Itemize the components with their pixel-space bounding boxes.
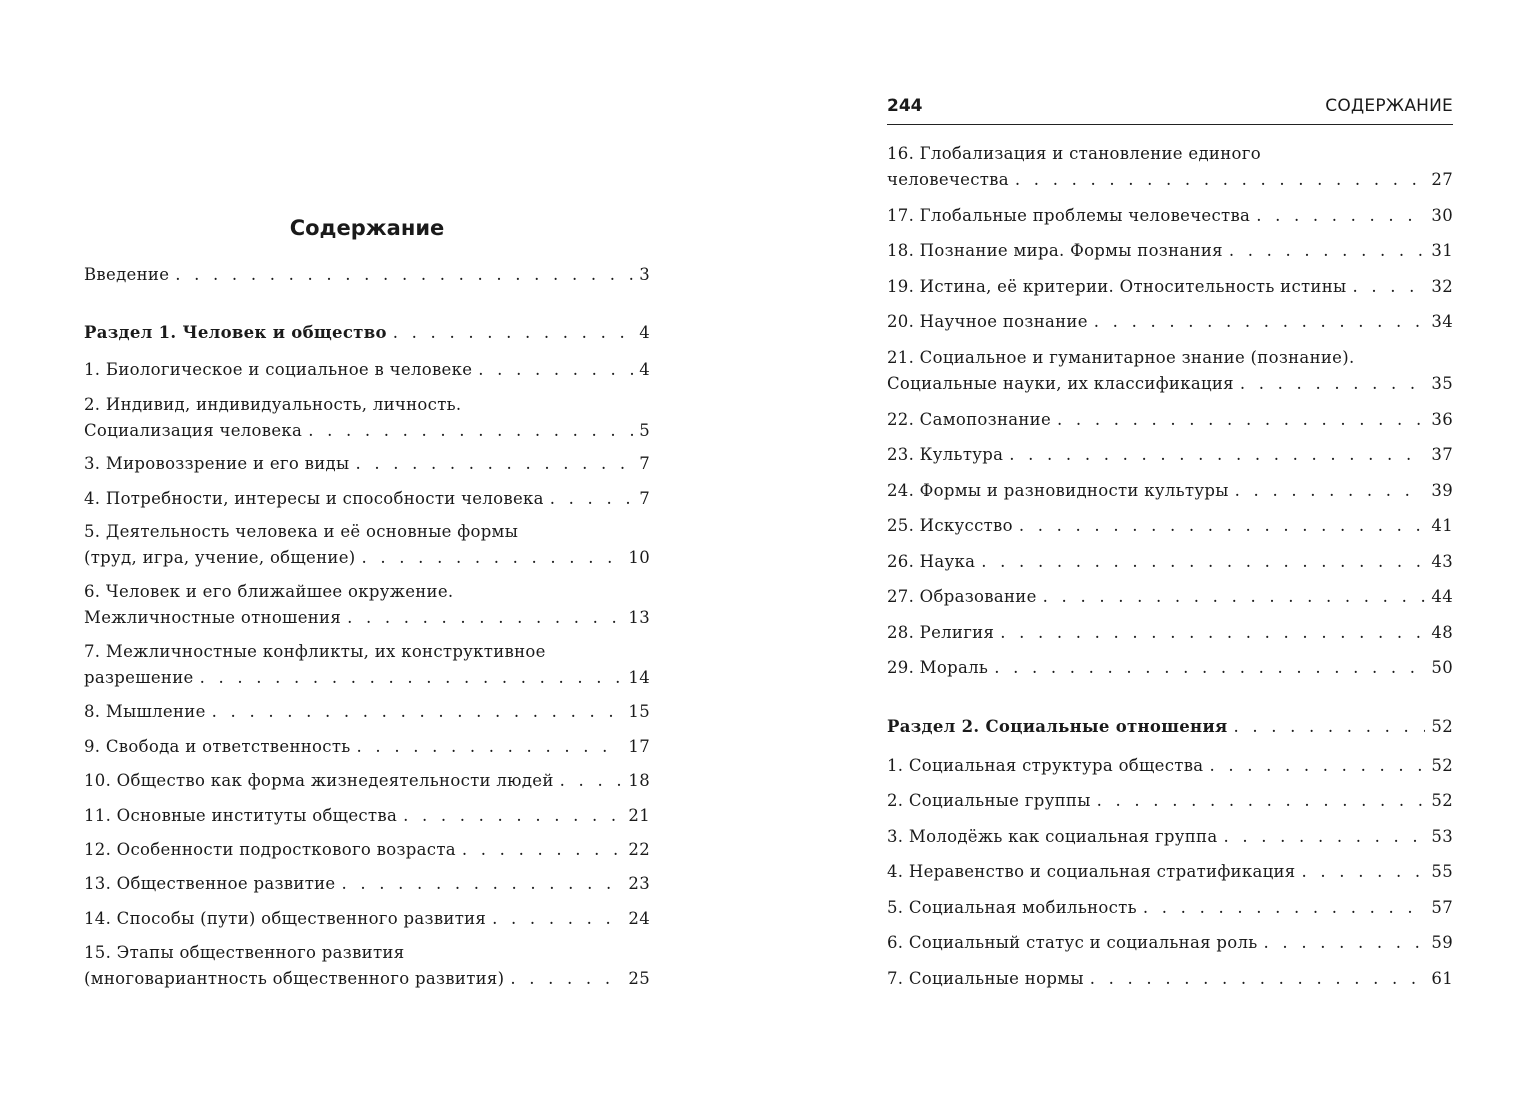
toc-page-number: 48 [1431,623,1453,642]
toc-entry-title: 3. Молодёжь как социальная группа [887,827,1218,846]
toc-entry-row [887,203,1453,229]
toc-entry [887,478,1453,504]
toc-page-number: 18 [628,771,650,790]
dot-leader [1224,824,1426,850]
toc-entry-row [84,320,650,346]
toc-entry-title: 26. Наука [887,552,976,571]
toc-entry-row [84,418,650,444]
toc-entry-row [84,699,650,725]
toc-page-number: 24 [628,909,650,928]
toc-entry [84,451,650,477]
toc-entry-row [887,549,1453,575]
toc-page-number: 36 [1431,410,1453,429]
toc-entry-title: 3. Мировоззрение и его виды [84,454,350,473]
toc-entry-title: 18. Познание мира. Формы познания [887,241,1223,260]
toc-entry-row [84,486,650,512]
toc-page-number: 35 [1431,374,1453,393]
toc-entry-title: (труд, игра, учение, общение) [84,548,356,567]
dot-leader [1090,966,1426,992]
toc-page-number: 7 [639,489,650,508]
toc-page-number: 27 [1431,170,1453,189]
toc-page-number: 55 [1431,862,1453,881]
toc-entry-row [84,803,650,829]
toc-entry [887,966,1453,992]
dot-leader [1143,895,1425,921]
toc-entry-row [887,859,1453,885]
toc-page-number: 7 [639,454,650,473]
toc-entry-row [887,824,1453,850]
toc-entry-title: 13. Общественное развитие [84,874,336,893]
toc-entry [887,238,1453,264]
dot-leader [492,906,622,932]
toc-entry [887,549,1453,575]
toc-entry-title: 17. Глобальные проблемы человечества [887,206,1251,225]
toc-entry-title: Межличностные отношения [84,608,342,627]
dot-leader [403,803,622,829]
toc-entry [84,486,650,512]
dot-leader [175,262,633,288]
running-title: СОДЕРЖАНИЕ [1325,96,1453,116]
toc-page-number: 52 [1431,717,1453,736]
toc-entry-title-line: 2. Индивид, индивидуальность, личность. [84,395,462,414]
toc-entry-row [84,837,650,863]
dot-leader [362,545,623,571]
toc-entry-row [887,584,1453,610]
toc-entry-title-line: 5. Деятельность человека и её основные формы [84,522,519,541]
toc-entry-row [887,238,1453,264]
toc-page-number: 61 [1431,969,1453,988]
toc-entry-title: 14. Способы (пути) общественного развития [84,909,487,928]
toc-entry-title: Социальные науки, их классификация [887,374,1234,393]
dot-leader [347,605,622,631]
toc-entry-row [84,768,650,794]
toc-entry-row [887,930,1453,956]
toc-entry [84,392,650,444]
dot-leader [981,549,1425,575]
toc-title: Содержание [289,216,445,240]
toc-entry-title: 23. Культура [887,445,1004,464]
toc-page-number: 53 [1431,827,1453,846]
toc-entry [887,753,1453,779]
toc-entry-row [887,753,1453,779]
dot-leader [1097,788,1426,814]
dot-leader [510,966,622,992]
toc-entry-row [84,871,650,897]
toc-entry-title: 27. Образование [887,587,1037,606]
toc-entry [84,940,650,992]
toc-entry-title: (многовариантность общественного развития) [84,969,505,988]
dot-leader [1302,859,1426,885]
toc-entry-title: 24. Формы и разновидности культуры [887,481,1229,500]
toc-entry-title: 7. Социальные нормы [887,969,1084,988]
toc-page-number: 4 [639,360,650,379]
toc-entry-row [887,407,1453,433]
toc-entry-row [887,478,1453,504]
dot-leader [308,418,633,444]
dot-leader [1009,442,1425,468]
toc-entry-title: 20. Научное познание [887,312,1088,331]
toc-entry-row [84,665,650,691]
toc-page-number: 5 [639,421,650,440]
dot-leader [355,451,633,477]
toc-entry-title-line: 7. Межличностные конфликты, их конструктивное [84,642,546,661]
toc-page-number: 50 [1431,658,1453,677]
toc-page-number: 15 [628,702,650,721]
dot-leader [393,320,633,346]
toc-entry-title: 19. Истина, её критерии. Относительность истины [887,277,1347,296]
toc-entry-row [887,309,1453,335]
dot-leader [1094,309,1426,335]
toc-page-number: 41 [1431,516,1453,535]
toc-entry [887,345,1453,397]
toc-entry-row [84,451,650,477]
toc-section-heading [84,320,650,346]
toc-entry [887,620,1453,646]
toc-page-number: 52 [1431,791,1453,810]
toc-entry [887,824,1453,850]
toc-entry-title: 4. Потребности, интересы и способности человека [84,489,544,508]
toc-entry [84,262,650,288]
toc-entry-title: человечества [887,170,1009,189]
toc-entry-title: 9. Свобода и ответственность [84,737,351,756]
dot-leader [1043,584,1426,610]
toc-page-number: 57 [1431,898,1453,917]
toc-entry-title: 25. Искусство [887,516,1013,535]
toc-entry-title: 12. Особенности подросткового возраста [84,840,456,859]
toc-entry-title: 10. Общество как форма жизнедеятельности людей [84,771,554,790]
toc-entry [84,837,650,863]
toc-entry-title: Социализация человека [84,421,303,440]
toc-entry [84,579,650,631]
toc-entry-title: 29. Мораль [887,658,989,677]
toc-entry-title-line: 16. Глобализация и становление единого [887,144,1261,163]
dot-leader [1229,238,1426,264]
toc-page-number: 37 [1431,445,1453,464]
toc-page-number: 25 [628,969,650,988]
toc-page-number: 43 [1431,552,1453,571]
toc-entry-title-line: 6. Человек и его ближайшее окружение. [84,582,454,601]
toc-entry [84,519,650,571]
dot-leader [1240,371,1426,397]
toc-entry [887,309,1453,335]
toc-entry-title: 22. Самопознание [887,410,1052,429]
toc-entry-title: 6. Социальный статус и социальная роль [887,933,1258,952]
toc-page-number: 34 [1431,312,1453,331]
toc-entry [84,357,650,383]
toc-entry-row [84,966,650,992]
dot-leader [550,486,633,512]
toc-page-number: 13 [628,608,650,627]
dot-leader [212,699,623,725]
toc-entry [887,930,1453,956]
toc-entry [887,584,1453,610]
toc-entry-title: 2. Социальные группы [887,791,1091,810]
toc-page-number: 39 [1431,481,1453,500]
toc-entry-row [887,620,1453,646]
toc-entry-title: разрешение [84,668,194,687]
toc-entry [887,442,1453,468]
dot-leader [1233,714,1425,740]
toc-page-number: 4 [639,323,650,342]
dot-leader [1015,167,1425,193]
dot-leader [1209,753,1425,779]
toc-entry [887,513,1453,539]
dot-leader [994,655,1425,681]
toc-page-number: 17 [628,737,650,756]
toc-page-number: 10 [628,548,650,567]
toc-page-number: 52 [1431,756,1453,775]
toc-entry [887,203,1453,229]
toc-entry-title: 1. Биологическое и социальное в человеке [84,360,473,379]
toc-entry [84,768,650,794]
dot-leader [1235,478,1426,504]
toc-entry [84,906,650,932]
toc-page-number: 22 [628,840,650,859]
dot-leader [1264,930,1426,956]
toc-page-number: 59 [1431,933,1453,952]
dot-leader [200,665,623,691]
toc-entry-title: 1. Социальная структура общества [887,756,1204,775]
toc-entry-row [887,966,1453,992]
toc-entry [887,895,1453,921]
toc-entry-row [887,714,1453,740]
toc-entry-title-line: 15. Этапы общественного развития [84,943,405,962]
toc-entry [887,859,1453,885]
toc-entry [84,803,650,829]
toc-entry-title-line: 21. Социальное и гуманитарное знание (познание). [887,348,1355,367]
toc-entry [84,871,650,897]
toc-page-number: 14 [628,668,650,687]
toc-entry [84,639,650,691]
toc-page-number: 44 [1431,587,1453,606]
toc-entry [887,141,1453,193]
toc-entry-title: 8. Мышление [84,702,206,721]
toc-entry-row [887,274,1453,300]
toc-entry-title: Раздел 2. Социальные отношения [887,717,1228,736]
toc-entry-row [887,513,1453,539]
toc-entry [887,407,1453,433]
toc-entry [84,734,650,760]
toc-entry-row [84,545,650,571]
toc-entry-row [887,442,1453,468]
toc-entry-row [84,734,650,760]
toc-entry-title: Раздел 1. Человек и общество [84,323,387,342]
running-head [887,96,1453,125]
dot-leader [560,768,623,794]
dot-leader [478,357,633,383]
dot-leader [1352,274,1425,300]
toc-entry-row [887,655,1453,681]
toc-page-number: 31 [1431,241,1453,260]
toc-entry-title: 11. Основные институты общества [84,806,398,825]
toc-entry-row [84,262,650,288]
toc-entry [887,788,1453,814]
dot-leader [1256,203,1425,229]
toc-section-heading [887,714,1453,740]
toc-page-number: 23 [628,874,650,893]
toc-entry-row [887,788,1453,814]
dot-leader [342,871,623,897]
dot-leader [357,734,623,760]
toc-entry [887,274,1453,300]
toc-entry-row [887,895,1453,921]
toc-entry-row [84,357,650,383]
toc-entry-title: 4. Неравенство и социальная стратификация [887,862,1296,881]
toc-entry-row [887,371,1453,397]
toc-entry-row [84,605,650,631]
toc-entry-title: Введение [84,265,170,284]
toc-page-number: 3 [639,265,650,284]
dot-leader [1057,407,1425,433]
page-number: 244 [887,96,923,116]
toc-entry-row [84,906,650,932]
toc-page-number: 21 [628,806,650,825]
toc-page-number: 32 [1431,277,1453,296]
dot-leader [1000,620,1425,646]
toc-entry-title: 28. Религия [887,623,995,642]
toc-entry-title: 5. Социальная мобильность [887,898,1137,917]
toc-page-number: 30 [1431,206,1453,225]
dot-leader [462,837,622,863]
toc-entry [84,699,650,725]
dot-leader [1019,513,1426,539]
toc-entry-row [887,167,1453,193]
toc-entry [887,655,1453,681]
